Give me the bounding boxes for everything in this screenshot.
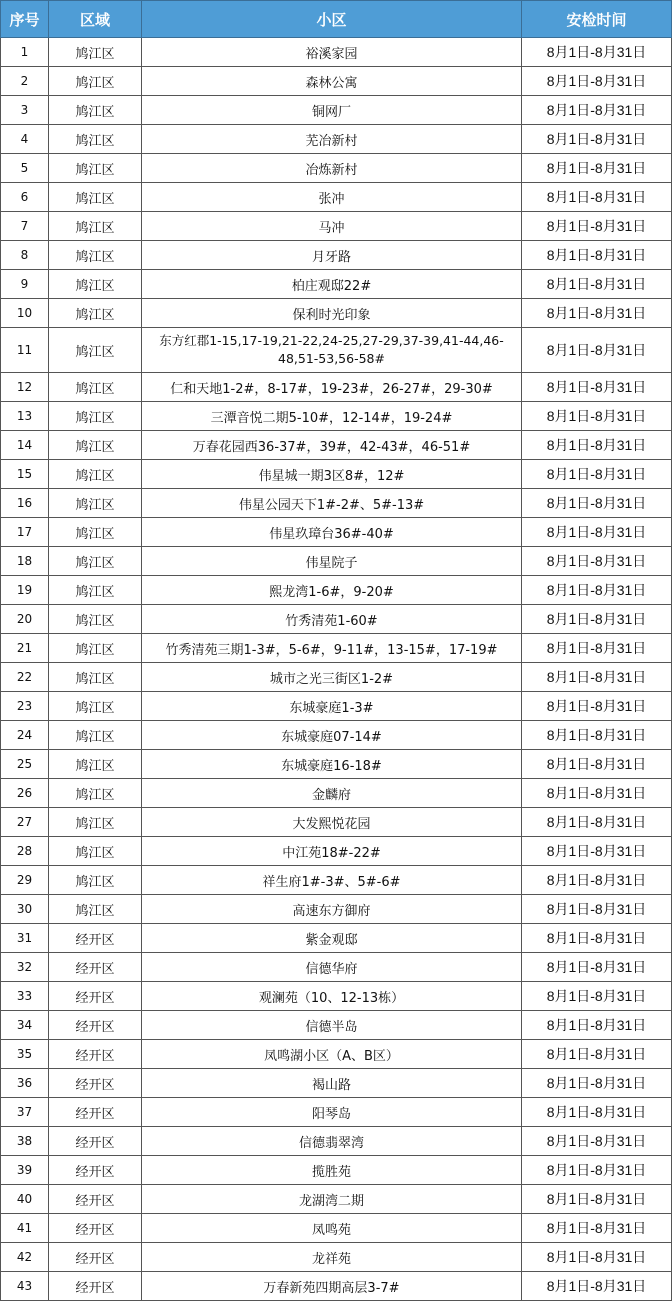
row-district: 经开区 <box>49 924 142 953</box>
row-time: 8月1日-8月31日 <box>522 489 672 518</box>
row-time: 8月1日-8月31日 <box>522 895 672 924</box>
row-seq: 8 <box>1 241 49 270</box>
row-time: 8月1日-8月31日 <box>522 634 672 663</box>
row-time: 8月1日-8月31日 <box>522 241 672 270</box>
table-row <box>1 605 672 634</box>
row-community: 伟星公园天下1#-2#、5#-13# <box>142 489 522 518</box>
row-seq: 17 <box>1 518 49 547</box>
row-community: 马冲 <box>142 212 522 241</box>
row-community: 柏庄观邸22# <box>142 270 522 299</box>
row-community: 金麟府 <box>142 779 522 808</box>
row-community: 凤鸣湖小区（A、B区） <box>142 1040 522 1069</box>
table-body <box>1 38 672 1301</box>
row-seq: 35 <box>1 1040 49 1069</box>
row-time: 8月1日-8月31日 <box>522 605 672 634</box>
table-row <box>1 692 672 721</box>
table-row <box>1 953 672 982</box>
row-community: 东城豪庭16-18# <box>142 750 522 779</box>
row-district: 经开区 <box>49 1098 142 1127</box>
row-time: 8月1日-8月31日 <box>522 837 672 866</box>
row-community: 褐山路 <box>142 1069 522 1098</box>
table-row <box>1 1156 672 1185</box>
row-time: 8月1日-8月31日 <box>522 1185 672 1214</box>
row-district: 鸠江区 <box>49 125 142 154</box>
row-community: 熙龙湾1-6#，9-20# <box>142 576 522 605</box>
row-district: 鸠江区 <box>49 270 142 299</box>
row-seq: 16 <box>1 489 49 518</box>
row-district: 鸠江区 <box>49 241 142 270</box>
row-community: 伟星城一期3区8#，12# <box>142 460 522 489</box>
header-community: 小区 <box>142 1 522 38</box>
table-row <box>1 489 672 518</box>
row-time: 8月1日-8月31日 <box>522 373 672 402</box>
table-row <box>1 373 672 402</box>
row-district: 经开区 <box>49 1243 142 1272</box>
row-time: 8月1日-8月31日 <box>522 96 672 125</box>
row-community: 龙湖湾二期 <box>142 1185 522 1214</box>
table-row <box>1 212 672 241</box>
row-community: 竹秀清苑三期1-3#，5-6#，9-11#，13-15#，17-19# <box>142 634 522 663</box>
row-time: 8月1日-8月31日 <box>522 212 672 241</box>
row-district: 鸠江区 <box>49 518 142 547</box>
row-time: 8月1日-8月31日 <box>522 1272 672 1301</box>
row-time: 8月1日-8月31日 <box>522 299 672 328</box>
row-seq: 6 <box>1 183 49 212</box>
table-row <box>1 125 672 154</box>
row-community: 仁和天地1-2#，8-17#，19-23#，26-27#，29-30# <box>142 373 522 402</box>
row-community: 万春新苑四期高层3-7# <box>142 1272 522 1301</box>
row-community: 冶炼新村 <box>142 154 522 183</box>
row-district: 鸠江区 <box>49 96 142 125</box>
row-district: 鸠江区 <box>49 808 142 837</box>
row-district: 鸠江区 <box>49 431 142 460</box>
row-community: 信德半岛 <box>142 1011 522 1040</box>
table-row <box>1 38 672 67</box>
row-seq: 4 <box>1 125 49 154</box>
row-district: 鸠江区 <box>49 605 142 634</box>
table-row <box>1 299 672 328</box>
row-district: 鸠江区 <box>49 576 142 605</box>
row-community: 竹秀清苑1-60# <box>142 605 522 634</box>
row-community: 信德翡翠湾 <box>142 1127 522 1156</box>
row-district: 鸠江区 <box>49 212 142 241</box>
table-row <box>1 1243 672 1272</box>
row-district: 鸠江区 <box>49 721 142 750</box>
row-time: 8月1日-8月31日 <box>522 431 672 460</box>
row-district: 鸠江区 <box>49 663 142 692</box>
table-row <box>1 402 672 431</box>
table-row <box>1 431 672 460</box>
row-district: 鸠江区 <box>49 866 142 895</box>
table-row <box>1 154 672 183</box>
table-row <box>1 895 672 924</box>
row-time: 8月1日-8月31日 <box>522 692 672 721</box>
row-community: 阳琴岛 <box>142 1098 522 1127</box>
table-row <box>1 67 672 96</box>
table-row <box>1 779 672 808</box>
row-community: 芜冶新村 <box>142 125 522 154</box>
row-community: 城市之光三街区1-2# <box>142 663 522 692</box>
row-time: 8月1日-8月31日 <box>522 38 672 67</box>
table-header-row <box>1 1 672 38</box>
row-time: 8月1日-8月31日 <box>522 402 672 431</box>
row-community: 张冲 <box>142 183 522 212</box>
row-district: 鸠江区 <box>49 489 142 518</box>
row-district: 鸠江区 <box>49 460 142 489</box>
row-time: 8月1日-8月31日 <box>522 779 672 808</box>
row-district: 鸠江区 <box>49 299 142 328</box>
table-row <box>1 460 672 489</box>
row-community: 万春花园西36-37#，39#，42-43#，46-51# <box>142 431 522 460</box>
row-district: 鸠江区 <box>49 402 142 431</box>
row-seq: 10 <box>1 299 49 328</box>
row-time: 8月1日-8月31日 <box>522 808 672 837</box>
table-row <box>1 241 672 270</box>
row-district: 经开区 <box>49 1272 142 1301</box>
row-seq: 31 <box>1 924 49 953</box>
table-row <box>1 1069 672 1098</box>
row-community: 揽胜苑 <box>142 1156 522 1185</box>
row-district: 鸠江区 <box>49 547 142 576</box>
table-row <box>1 663 672 692</box>
row-seq: 40 <box>1 1185 49 1214</box>
row-district: 经开区 <box>49 1127 142 1156</box>
row-time: 8月1日-8月31日 <box>522 721 672 750</box>
row-time: 8月1日-8月31日 <box>522 1098 672 1127</box>
table-row <box>1 1185 672 1214</box>
row-seq: 13 <box>1 402 49 431</box>
header-district: 区域 <box>49 1 142 38</box>
row-time: 8月1日-8月31日 <box>522 547 672 576</box>
row-seq: 37 <box>1 1098 49 1127</box>
row-district: 经开区 <box>49 1185 142 1214</box>
row-time: 8月1日-8月31日 <box>522 460 672 489</box>
table-row <box>1 96 672 125</box>
row-time: 8月1日-8月31日 <box>522 1127 672 1156</box>
row-community: 东城豪庭07-14# <box>142 721 522 750</box>
row-community: 东城豪庭1-3# <box>142 692 522 721</box>
row-community: 龙祥苑 <box>142 1243 522 1272</box>
row-seq: 42 <box>1 1243 49 1272</box>
row-seq: 24 <box>1 721 49 750</box>
row-time: 8月1日-8月31日 <box>522 982 672 1011</box>
table-row <box>1 982 672 1011</box>
table-row <box>1 924 672 953</box>
row-community: 中江苑18#-22# <box>142 837 522 866</box>
row-time: 8月1日-8月31日 <box>522 866 672 895</box>
row-seq: 23 <box>1 692 49 721</box>
row-community: 保利时光印象 <box>142 299 522 328</box>
table-row <box>1 547 672 576</box>
row-seq: 33 <box>1 982 49 1011</box>
row-seq: 22 <box>1 663 49 692</box>
table-row <box>1 721 672 750</box>
row-seq: 7 <box>1 212 49 241</box>
row-district: 经开区 <box>49 982 142 1011</box>
row-district: 经开区 <box>49 953 142 982</box>
row-community: 裕溪家园 <box>142 38 522 67</box>
row-seq: 30 <box>1 895 49 924</box>
row-seq: 11 <box>1 328 49 373</box>
row-district: 鸠江区 <box>49 328 142 373</box>
row-time: 8月1日-8月31日 <box>522 750 672 779</box>
row-time: 8月1日-8月31日 <box>522 1040 672 1069</box>
row-district: 鸠江区 <box>49 154 142 183</box>
table-row <box>1 183 672 212</box>
row-seq: 26 <box>1 779 49 808</box>
row-district: 鸠江区 <box>49 634 142 663</box>
row-time: 8月1日-8月31日 <box>522 1156 672 1185</box>
row-time: 8月1日-8月31日 <box>522 924 672 953</box>
table-row <box>1 1127 672 1156</box>
row-time: 8月1日-8月31日 <box>522 125 672 154</box>
row-seq: 12 <box>1 373 49 402</box>
row-community: 东方红郡1-15,17-19,21-22,24-25,27-29,37-39,41-44,46-48,51-53,56-58# <box>142 328 522 373</box>
table-row <box>1 1214 672 1243</box>
row-time: 8月1日-8月31日 <box>522 328 672 373</box>
row-district: 经开区 <box>49 1011 142 1040</box>
row-community: 森林公寓 <box>142 67 522 96</box>
row-seq: 3 <box>1 96 49 125</box>
row-community: 观澜苑（10、12-13栋） <box>142 982 522 1011</box>
row-seq: 27 <box>1 808 49 837</box>
row-community: 伟星院子 <box>142 547 522 576</box>
row-time: 8月1日-8月31日 <box>522 953 672 982</box>
row-district: 鸠江区 <box>49 183 142 212</box>
row-seq: 9 <box>1 270 49 299</box>
header-seq: 序号 <box>1 1 49 38</box>
table-row <box>1 518 672 547</box>
row-seq: 28 <box>1 837 49 866</box>
table-row <box>1 328 672 373</box>
row-seq: 43 <box>1 1272 49 1301</box>
row-district: 鸠江区 <box>49 895 142 924</box>
header-time: 安检时间 <box>522 1 672 38</box>
row-community: 铜网厂 <box>142 96 522 125</box>
table-row <box>1 1272 672 1301</box>
row-seq: 14 <box>1 431 49 460</box>
row-community: 信德华府 <box>142 953 522 982</box>
row-time: 8月1日-8月31日 <box>522 1214 672 1243</box>
table-row <box>1 837 672 866</box>
row-seq: 15 <box>1 460 49 489</box>
row-district: 鸠江区 <box>49 692 142 721</box>
table-row <box>1 576 672 605</box>
row-district: 经开区 <box>49 1214 142 1243</box>
row-time: 8月1日-8月31日 <box>522 183 672 212</box>
row-seq: 1 <box>1 38 49 67</box>
row-seq: 39 <box>1 1156 49 1185</box>
table-row <box>1 866 672 895</box>
row-seq: 19 <box>1 576 49 605</box>
table-row <box>1 1098 672 1127</box>
row-seq: 34 <box>1 1011 49 1040</box>
row-community: 大发熙悦花园 <box>142 808 522 837</box>
row-time: 8月1日-8月31日 <box>522 67 672 96</box>
row-district: 鸠江区 <box>49 750 142 779</box>
row-seq: 36 <box>1 1069 49 1098</box>
table-row <box>1 634 672 663</box>
row-seq: 25 <box>1 750 49 779</box>
row-time: 8月1日-8月31日 <box>522 518 672 547</box>
row-time: 8月1日-8月31日 <box>522 270 672 299</box>
row-district: 鸠江区 <box>49 67 142 96</box>
table-row <box>1 750 672 779</box>
table-row <box>1 1040 672 1069</box>
row-seq: 2 <box>1 67 49 96</box>
row-district: 鸠江区 <box>49 373 142 402</box>
row-district: 鸠江区 <box>49 779 142 808</box>
row-seq: 21 <box>1 634 49 663</box>
row-district: 经开区 <box>49 1069 142 1098</box>
table-row <box>1 270 672 299</box>
table-row <box>1 1011 672 1040</box>
row-seq: 38 <box>1 1127 49 1156</box>
row-seq: 5 <box>1 154 49 183</box>
row-time: 8月1日-8月31日 <box>522 663 672 692</box>
row-seq: 29 <box>1 866 49 895</box>
row-time: 8月1日-8月31日 <box>522 576 672 605</box>
row-seq: 18 <box>1 547 49 576</box>
row-community: 高速东方御府 <box>142 895 522 924</box>
row-district: 经开区 <box>49 1040 142 1069</box>
row-community: 伟星玖璋台36#-40# <box>142 518 522 547</box>
row-community: 月牙路 <box>142 241 522 270</box>
row-community: 凤鸣苑 <box>142 1214 522 1243</box>
row-district: 鸠江区 <box>49 38 142 67</box>
row-district: 经开区 <box>49 1156 142 1185</box>
table-row <box>1 808 672 837</box>
row-seq: 41 <box>1 1214 49 1243</box>
row-community: 祥生府1#-3#、5#-6# <box>142 866 522 895</box>
row-time: 8月1日-8月31日 <box>522 154 672 183</box>
row-seq: 32 <box>1 953 49 982</box>
row-community: 紫金观邸 <box>142 924 522 953</box>
row-district: 鸠江区 <box>49 837 142 866</box>
row-community: 三潭音悦二期5-10#，12-14#，19-24# <box>142 402 522 431</box>
row-seq: 20 <box>1 605 49 634</box>
row-time: 8月1日-8月31日 <box>522 1011 672 1040</box>
row-time: 8月1日-8月31日 <box>522 1069 672 1098</box>
row-time: 8月1日-8月31日 <box>522 1243 672 1272</box>
